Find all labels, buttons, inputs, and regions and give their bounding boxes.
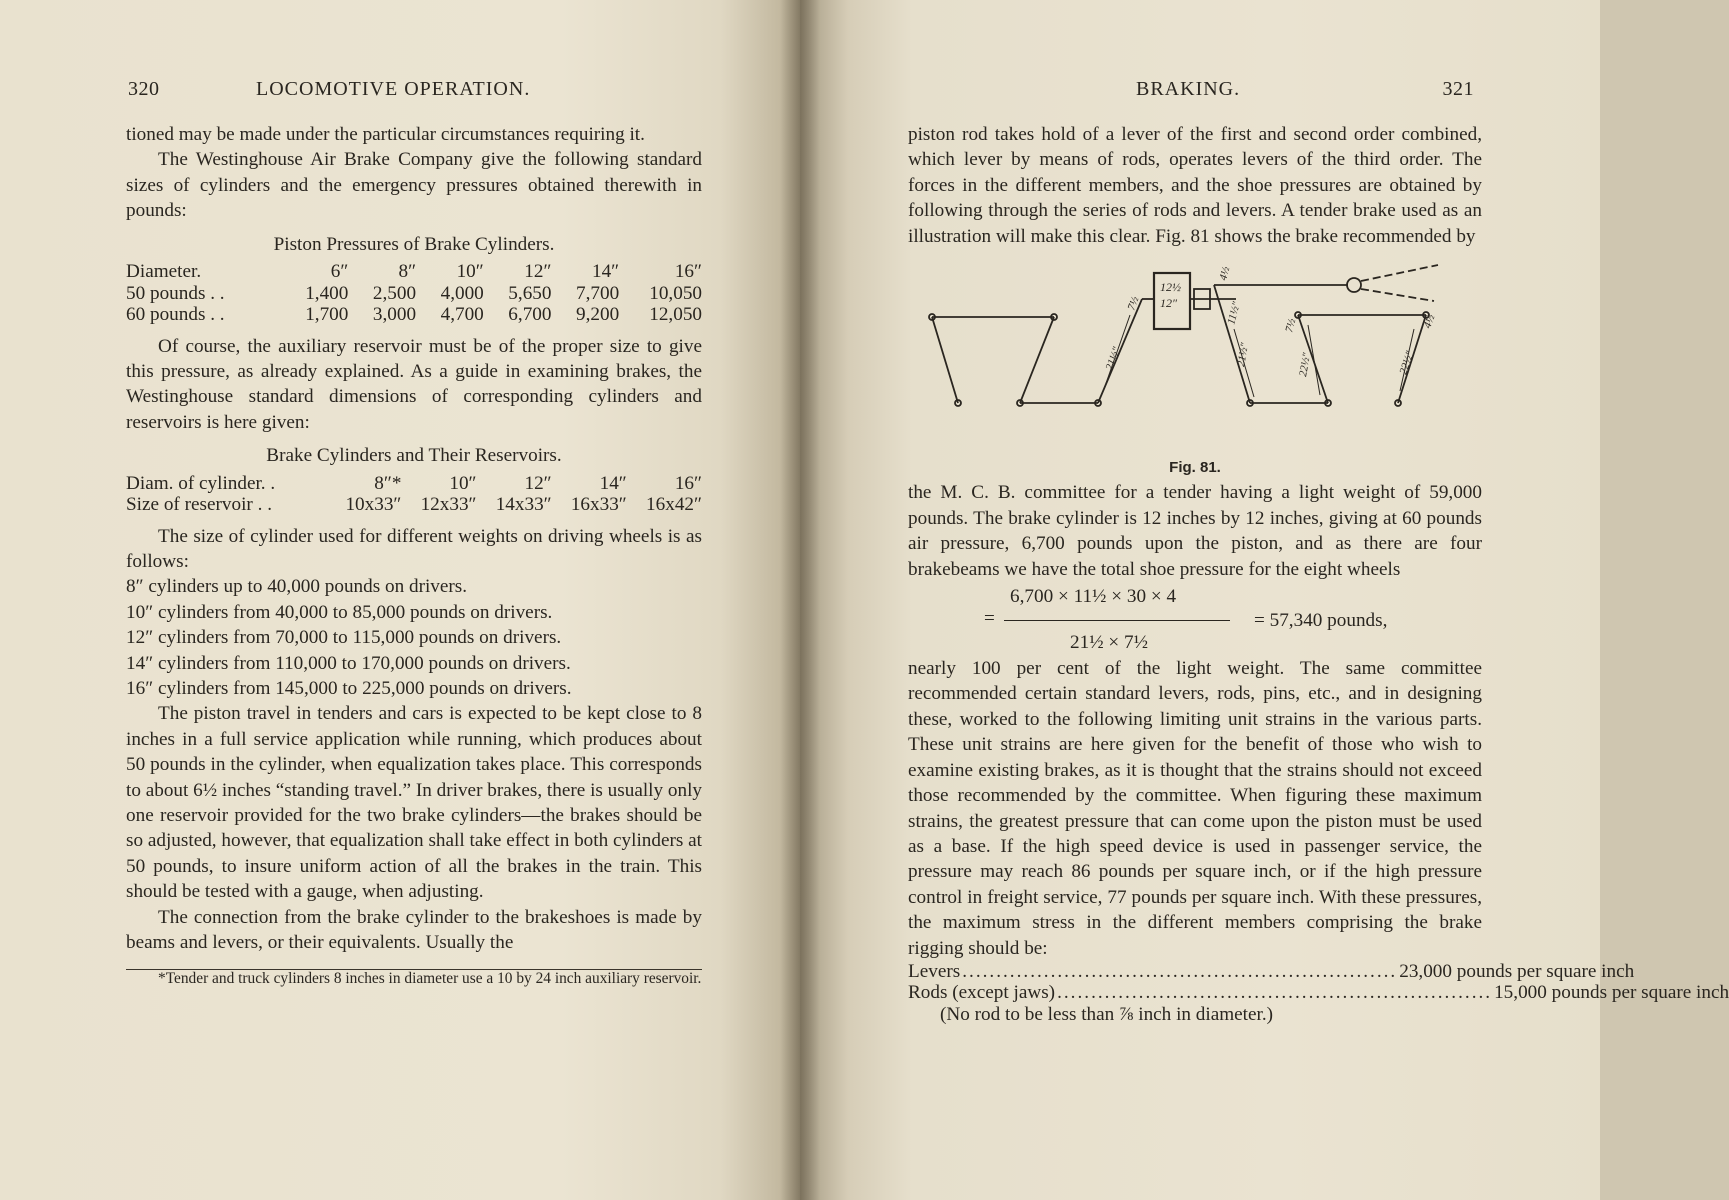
table-cell: 16″ [674,472,702,494]
table-row [126,473,702,495]
left-para-6: The connection from the brake cylinder to the brakeshoes is made by beams and levers, or their equivalents. Usually the [126,906,702,954]
table-cell: 16x42″ [646,494,702,516]
table1-title: Piston Pressures of Brake Cylinders. [273,233,555,255]
table-cell: 9,200 [576,304,620,326]
strain-row [908,982,1729,1004]
leader-dots: ................................................................ [962,960,1398,982]
formula-denominator: 21½ × 7½ [1070,632,1148,654]
dim-label: 7½ [1125,295,1142,313]
table-cell: 4,000 [440,282,484,304]
formula-numerator: 6,700 × 11½ × 30 × 4 [1010,586,1177,608]
left-page-number: 320 [128,78,160,100]
cylinders-reservoirs-table [126,473,702,516]
table-cell: 5,650 [508,282,552,304]
left-para-1: tioned may be made under the particular circumstances requiring it. [126,124,645,145]
table-cell: 1,700 [305,304,349,326]
table-cell: 6″ [330,261,349,283]
right-page [800,0,1729,1200]
right-body [908,122,1729,1026]
left-page [0,0,800,1200]
left-para-4: The size of cylinder used for different weights on driving wheels is as follows: [126,525,702,572]
formula-fraction-bar [1004,620,1230,621]
table-cell: 14″ [599,472,627,494]
right-para-1: piston rod takes hold of a lever of the first and second order combined, which lever by means of rods, operates levers of the third order. The forces in the different members, and the shoe pressures are obtained by following through the series of rods and levers. A tender brake used as an illustration will make this clear. Fig. 81 shows the brake recommended by [908,124,1482,247]
table-cell: 4,700 [440,304,484,326]
right-page-number: 321 [1442,78,1474,100]
formula-result: = 57,340 pounds, [1254,610,1388,632]
table-cell: 14x33″ [495,494,552,516]
list-item: 12″ cylinders from 70,000 to 115,000 pounds on drivers. [126,627,562,649]
chain-line [1361,265,1438,281]
list-item: 16″ cylinders from 145,000 to 225,000 pounds on drivers. [126,678,572,699]
right-para-2: the M. C. B. committee for a tender having a light weight of 59,000 pounds. The brake cylinder is 12 inches by 12 inches, giving at 60 pounds air pressure, 6,700 pounds upon the piston, and as there are four brakebeams we have the total shoe pressure for the eight wheels [908,482,1482,580]
table-cell: 10″ [456,261,484,283]
left-para-3: Of course, the auxiliary reservoir must be of the proper size to give this pressure, as already explained. As a guide in examining brakes, the Westinghouse standard dimensions of corresponding cylinders and reservoirs is here given: [126,335,702,433]
dim-label: 12½ [1160,280,1181,295]
table-cell: 60 pounds . . [126,304,225,326]
table-cell: 8″ [398,261,417,283]
strain-label: Rods (except jaws) [908,982,1056,1004]
table-cell: 10,050 [649,282,702,304]
list-item: 8″ cylinders up to 40,000 pounds on drivers. [126,576,468,598]
shoe-pressure-formula [908,584,1482,656]
table-cell: 2,500 [372,282,417,304]
cylinder-size-list [126,574,702,701]
strain-value: 15,000 pounds per square inch [1494,982,1729,1004]
table-cell: 50 pounds . . [126,282,225,304]
list-item: 10″ cylinders from 40,000 to 85,000 pounds on drivers. [126,601,553,623]
table-row [126,494,702,516]
right-para-3: nearly 100 per cent of the light weight. The same committee recommended certain standard levers, rods, pins, etc., and in designing these, worked to the following limiting unit strains in the various parts. These unit strains are here given for the benefit of those who wish to examine existing brakes, as it is thought that the strains should not exceed those recommended by the committee. When figuring these maximum strains, the greatest pressure that can come upon the piston must be used as a base. If the high speed device is used in passenger service, the pressure may reach 86 pounds per square inch, or if the high pressure control in freight service, 77 pounds per square inch. With these pressures, the maximum stress in the different members comprising the brake rigging should be: [908,658,1482,959]
table-cell: 12,050 [649,304,702,326]
table-cell: 12″ [524,261,552,283]
table-cell: 1,400 [305,282,349,304]
strain-value: 23,000 pounds per square inch [1399,960,1635,982]
left-para-5: The piston travel in tenders and cars is expected to be kept close to 8 inches in a full service application while running, which produces about 50 pounds in the cylinder, when equalization takes place. This corresponds to about 6½ inches “standing travel.” In driver brakes, there is usually only one reservoir provided for the two brake cylinders—the brakes should be so adjusted, however, that equalization shall take effect in both cylinders at 50 pounds, to insure uniform action of all the brakes in the train. This should be tested with a gauge, when adjusting. [126,703,702,903]
right-page-header [908,72,1482,108]
dim-label: 4½ [1421,313,1438,331]
table-cell: 16″ [674,261,702,283]
table-cell: 10″ [449,472,477,494]
pin-circle [1347,278,1361,292]
left-body [126,122,702,988]
strain-label: Levers [908,960,961,982]
dim-label: 11½″ [1225,300,1243,326]
brake-rigging-diagram [908,259,1482,449]
table-cell: 12x33″ [420,494,477,516]
table-cell: Diam. of cylinder. . [126,472,276,494]
chain-line [1361,289,1434,301]
formula-equals: = [984,608,995,630]
strain-row [908,960,1635,983]
right-running-head: BRAKING. [1136,78,1241,100]
dim-label: 22½″ [1397,349,1417,376]
brake-rigging-figure [908,259,1482,449]
leader-dots: ................................................................ [1057,982,1493,1004]
table-cell: 16x33″ [570,494,627,516]
table-cell: 14″ [591,261,620,283]
table-cell: 12″ [524,472,552,494]
figure-caption: Fig. 81. [1169,459,1221,477]
dim-label: 22½″ [1297,351,1314,378]
left-para-2: The Westinghouse Air Brake Company give the following standard sizes of cylinders and the emergency pressures obtained therewith in pounds: [126,149,702,222]
table-cell: 6,700 [508,304,552,326]
table-cell: 7,700 [576,282,620,304]
dim-label: 21½″ [1103,345,1123,373]
table-cell: 3,000 [372,304,417,326]
dim-label: 12″ [1160,296,1177,311]
book-gutter [780,0,820,1200]
lever-line [1020,317,1054,403]
table-row [126,304,702,326]
left-running-head: LOCOMOTIVE OPERATION. [256,78,531,100]
right-page-content [908,72,1729,1026]
left-page-header [126,72,702,108]
lever-line [932,317,958,403]
table2-title: Brake Cylinders and Their Reservoirs. [266,445,562,467]
table-cell: 8″* [374,472,402,494]
list-item: 14″ cylinders from 110,000 to 170,000 pounds on drivers. [126,652,571,674]
left-page-content [126,72,702,988]
table-cell: Diameter. [126,261,202,283]
rod-note: (No rod to be less than ⅞ inch in diameter.) [940,1003,1274,1025]
dim-label: 21½″ [1235,341,1252,368]
piston-pressures-table [126,261,702,326]
table-row [126,283,702,305]
table-row [126,261,702,283]
dim-label: 7½ [1283,317,1299,334]
table-cell: Size of reservoir . . [126,494,272,516]
table-cell: 10x33″ [345,494,402,516]
dim-label: 4½ [1217,265,1233,282]
footnote: *Tender and truck cylinders 8 inches in diameter use a 10 by 24 inch auxiliary reservoir. [158,970,702,988]
